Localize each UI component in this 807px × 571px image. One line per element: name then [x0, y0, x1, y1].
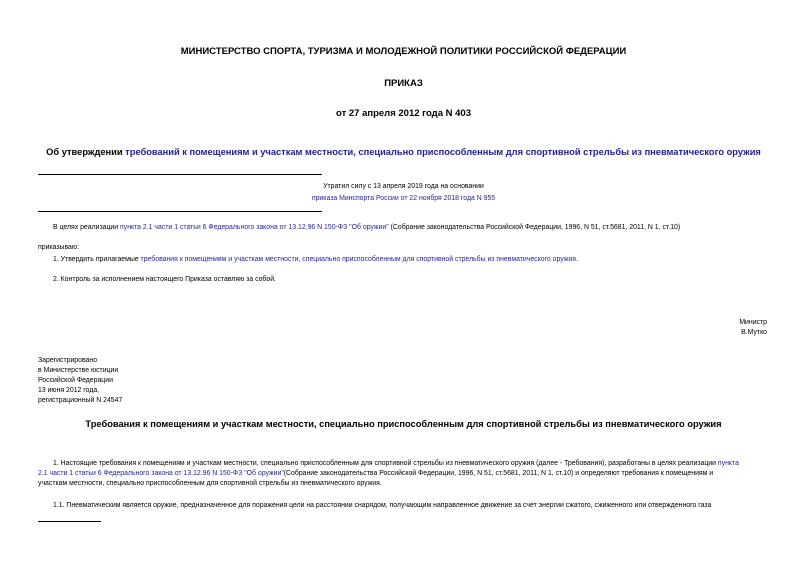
item1-prefix: 1. Утвердить прилагаемые [53, 256, 141, 263]
preamble-link[interactable]: пункта 2.1 части 1 статьи 6 Федерального закона от 13.12.96 N 150-ФЗ "Об оружии" [120, 224, 389, 231]
requirement-1 [38, 459, 768, 489]
registration-block [38, 356, 122, 406]
req1-text-end: участкам местности, специально приспособленным для спортивной стрельбы из пневматического оружия. [38, 480, 382, 487]
req1-link-end[interactable]: 2.1 части 1 статьи 6 Федерального закона от 13.12.96 N 150-ФЗ "Об оружии" [38, 470, 284, 477]
status-link[interactable]: приказа Минспорта России от 22 ноября 2018 года N 955 [311, 195, 496, 202]
registration-line: регистрационный N 24547 [38, 397, 123, 404]
preamble-prefix: В целях реализации [53, 224, 121, 231]
item1-link[interactable]: требования к помещениям и участкам местности, специально приспособленным для спортивной стрельбы из пневматического оружия [140, 256, 576, 263]
order-item-1 [53, 255, 578, 265]
status-line-1: Утратил силу с 13 апреля 2019 года на основании [323, 183, 484, 190]
preamble [53, 223, 680, 233]
footnote-rule [38, 521, 101, 522]
registration-line: Российской Федерации [38, 377, 113, 384]
status-rule-bottom [38, 211, 322, 212]
doc-type-heading: ПРИКАЗ [384, 78, 423, 89]
orders-text: приказываю: [38, 244, 79, 251]
ministry-heading: МИНИСТЕРСТВО СПОРТА, ТУРИЗМА И МОЛОДЕЖНОЙ ПОЛИТИКИ РОССИЙСКОЙ ФЕДЕРАЦИИ [180, 46, 627, 57]
registration-line: в Министерстве юстиции [38, 367, 119, 374]
req1-text-cont: (Собрание законодательства Российской Федерации, 1996, N 51, ст.5681, 2011, N 1, ст.10) и определяют требования к помещениям и [283, 470, 714, 477]
requirements-title: Требования к помещениям и участкам местности, специально приспособленным для спортивной стрельбы из пневматического оружия [85, 419, 722, 429]
status-rule-top [38, 174, 322, 175]
req1-text: 1. Настоящие требования к помещениям и участкам местности, специально приспособленным для спортивной стрельбы из пневматического оружия (далее - Требования), разработаны в целях реализации [53, 460, 718, 467]
item1-suffix: . [575, 256, 578, 263]
signature-position: Министр [739, 319, 767, 326]
registration-line: Зарегистрировано [38, 357, 98, 364]
signature-name: В.Мутко [741, 329, 767, 336]
date-number-heading: от 27 апреля 2012 года N 403 [336, 108, 471, 119]
title-prefix: Об утверждении [46, 147, 126, 157]
order-item-2: 2. Контроль за исполнением настоящего Приказа оставляю за собой. [53, 276, 276, 283]
document-title [0, 147, 807, 157]
registration-line: 13 июня 2012 года, [38, 387, 100, 394]
req1-link-start[interactable]: пункта [717, 460, 739, 467]
preamble-suffix: (Собрание законодательства Российской Федерации, 1996, N 51, ст.5681, 2011, N 1, ст.10) [388, 224, 681, 231]
requirement-1-1: 1.1. Пневматическим является оружие, предназначенное для поражения цели на расстоянии снарядом, получающим направленное движение за счет энергии сжатого, сжиженного или отвержденного газа [53, 502, 712, 509]
title-link[interactable]: требований к помещениям и участкам местности, специально приспособленным для спортивной стрельбы из пневматического оружия [125, 147, 761, 157]
